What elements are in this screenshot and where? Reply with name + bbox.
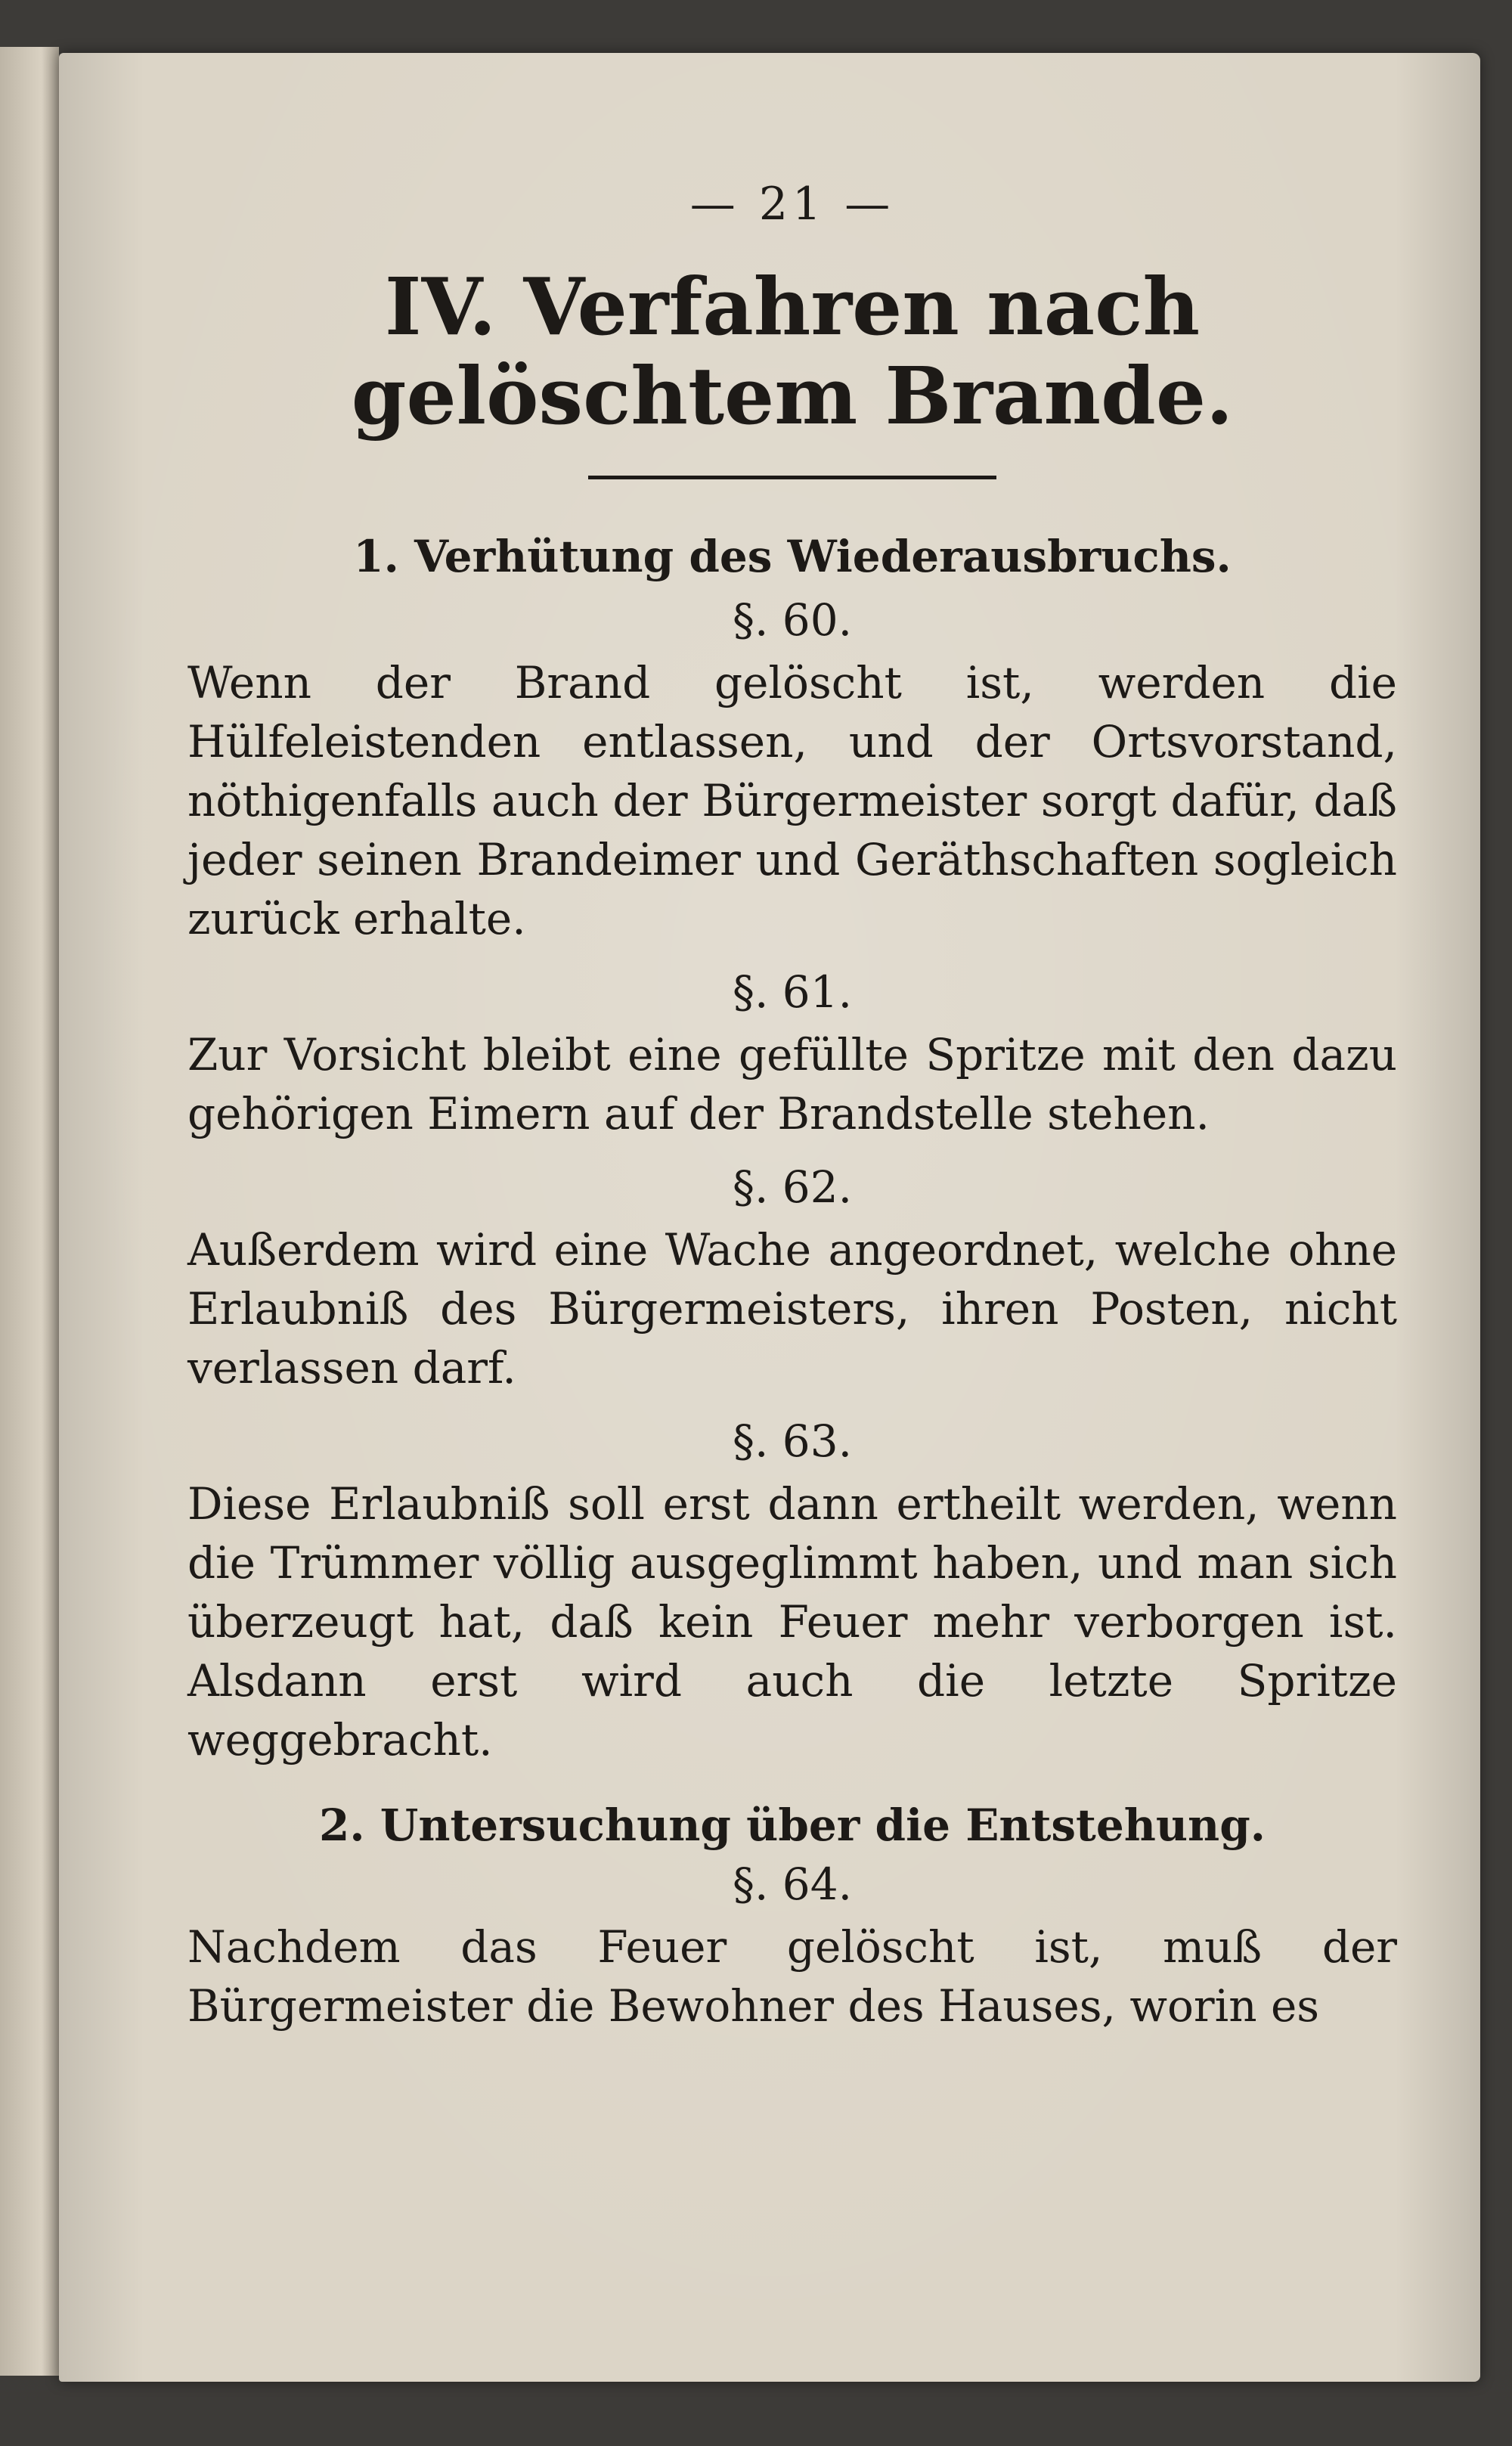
paragraph-mark-60: §. 60. (732, 594, 853, 646)
facing-page-edge (0, 47, 59, 2376)
paragraph-62-text: Außerdem wird eine Wache angeordnet, welche ohne Erlaubniß des Bürgermeisters, ihren Posten, nicht verlassen darf. (187, 1224, 1397, 1394)
paragraph-mark-63: §. 63. (732, 1415, 853, 1467)
section-heading-2: 2. Untersuchung über die Entstehung. (319, 1800, 1266, 1851)
chapter-title: IV. Verfahren nach gelöschtem Brande. (351, 260, 1234, 442)
section-heading-1: 1. Verhütung des Wiederausbruchs. (353, 531, 1232, 582)
page-number: — 21 — (689, 178, 895, 231)
book-page (59, 53, 1480, 2382)
paragraph-63-text: Diese Erlaubniß soll erst dann ertheilt werden, wenn die Trümmer völlig ausgeglimmt haben, und man sich überzeugt hat, daß kein Feuer mehr verborgen ist. Alsdann erst wird auch die letzte Spritze weggebracht. (187, 1478, 1397, 1766)
paragraph-61-text: Zur Vorsicht bleibt eine gefüllte Spritze mit den dazu gehörigen Eimern auf der Brandstelle stehen. (187, 1029, 1397, 1139)
title-divider (588, 476, 996, 479)
paragraph-60-text: Wenn der Brand gelöscht ist, werden die Hülfeleistenden entlassen, und der Ortsvorstand, nöthigenfalls auch der Bürgermeister sorgt dafür, daß jeder seinen Brandeimer und Geräthschaften sogleich zurück erhalte. (187, 657, 1397, 944)
page-content (187, 178, 1397, 2051)
paragraph-mark-64: §. 64. (732, 1859, 853, 1910)
paragraph-mark-62: §. 62. (732, 1161, 853, 1213)
paragraph-mark-61: §. 61. (732, 966, 853, 1018)
paragraph-64-text: Nachdem das Feuer gelöscht ist, muß der Bürgermeister die Bewohner des Hauses, worin es (187, 1921, 1397, 2032)
